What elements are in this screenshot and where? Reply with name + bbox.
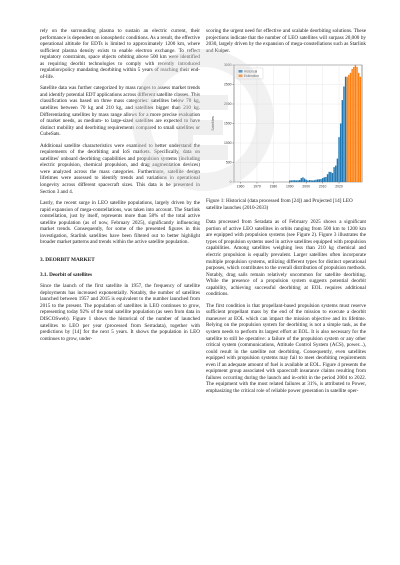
- legend-label: Estimation: [244, 74, 259, 79]
- bar-historical: [291, 181, 292, 183]
- bar-historical: [338, 137, 339, 182]
- bar-historical: [330, 172, 331, 182]
- legend-label: Historical: [244, 69, 258, 74]
- figure-caption: Figure 1: Historical (data processed from [24]) and Projected [14] LEO satellite launches (2010-2033): [206, 198, 353, 211]
- bar-historical: [335, 166, 336, 182]
- bar-historical: [307, 181, 308, 183]
- paragraph-satellite-history: Since the launch of the first satellite in 1957, the frequency of satellite deployments has increased exponentially. Notably, the number of satellites launched between 1957 and 2015 is equivalent to the number launched from 2015 to the present. The population of satellites in LEO continues to grow, representing today 92% of the total satellite population (as seen from data in DISCOSweb). Figure 1 shows the historical of the number of launched satellites to LEO per year (processed from Serradata), together with predictions by [14] for the next 5 years. It shows the population in LEO continues to grow, under-: [40, 283, 200, 342]
- y-tick-label: 0: [229, 180, 232, 185]
- paragraph-propulsion: Data processed from Seradata as of February 2025 shows a significant portion of active LEO satellites in orbits ranging from 500 km to 1200 km are equipped with propulsion systems (see Figure 2). Figure 3 illustrates the types of propulsion systems used in active satellites equipped with propulsion capabilities. Among satellites weighing less than 210 kg chemical and electric propulsion is equally prevalent. Larger satellites often incorporate multiple propulsion systems, utilizing different types for distinct operational purposes, which contributes to the overall distribution of propulsion methods. Notably, drag sails remain relatively uncommon for satellite deorbiting. While the presence of a propulsion system suggests potential deorbit capability, achieving successful deorbiting at EOL requires additional conditions.: [206, 219, 366, 298]
- bar-estimation: [358, 73, 359, 182]
- bar-historical: [340, 124, 341, 183]
- x-tick-label: 2010: [318, 184, 327, 189]
- bar-historical: [327, 174, 328, 182]
- bar-historical: [333, 167, 334, 182]
- figure-1: [206, 59, 366, 194]
- bar-estimation: [350, 73, 351, 182]
- bar-historical: [299, 180, 300, 182]
- x-tick-label: 2000: [302, 184, 310, 189]
- bar-historical: [324, 178, 325, 183]
- y-tick-label: 3000: [223, 63, 232, 68]
- bar-historical: [342, 100, 343, 182]
- y-tick-label: 2500: [223, 82, 232, 87]
- paragraph-characteristics: Additional satellite characteristics were examined to better understand the requirements of the deorbiting and IoS markets. Specifically, data on satellites' onboard deorbiting capabilities and propulsion systems (including electric propulsion, chemical propulsion, and drag augmentation devices) were analyzed across the mass categories. Furthermore, satellite design lifetimes were assessed to identify trends and variations in operational longevity across different spacecraft sizes. This data is be presented in Section 3 and 4.: [40, 142, 200, 195]
- bar-historical: [319, 179, 320, 182]
- bar-historical: [320, 179, 321, 182]
- x-tick-label: 1990: [286, 184, 294, 189]
- x-tick-label: 1970: [253, 184, 261, 189]
- bar-historical: [296, 181, 297, 183]
- bar-estimation: [347, 77, 348, 182]
- x-tick-label: 1960: [236, 184, 245, 189]
- paragraph-mass-categories: Satellite data was further categorized by mass ranges to assess market trends and identify potential EDT applications across different satellite classes. This classification was based on three mass categories: satellites below 70 kg, satellites between 70 kg and 210 kg, and satellites bigger than 210 kg. Differentiating satellites by mass range allows for a more precise evaluation of market needs, as medium- to large-sized satellites are expected to have distinct mobility and deorbiting requirements compared to small satellites or CubeSats.: [40, 85, 200, 138]
- bar-historical: [302, 178, 303, 183]
- bar-historical: [306, 180, 307, 182]
- bar-historical: [325, 177, 326, 182]
- left-column: [40, 28, 200, 347]
- bar-historical: [309, 180, 310, 182]
- bar-historical: [310, 180, 311, 182]
- bar-historical: [332, 173, 333, 182]
- paragraph-projections: scoring the urgent need for effective and scalable deorbiting solutions. These projections indicate that the number of LEO satellites will surpass 20,000 by 2030, largely driven by the expansion of mega-constellations such as Starlink and Kuiper.: [206, 28, 366, 54]
- bar-historical: [304, 179, 305, 183]
- bar-estimation: [353, 67, 354, 182]
- paragraph-starlink: Lastly, the recent surge in LEO satellite populations, largely driven by the rapid expansion of mega-constellations, was taken into account. The Starlink constellation, just by itself, represents more than 58% of the total active satellite population (as of now, February 2025), significantly influencing market trends. Consequently, for some of the presented figures in this investigation, Starlink satellites have been filtered out to better highlight broader market patterns and trends within the active satellite population.: [40, 200, 200, 246]
- legend-swatch: [239, 70, 243, 73]
- bar-historical: [322, 178, 323, 182]
- bar-historical: [314, 180, 315, 182]
- bar-estimation: [356, 67, 357, 182]
- y-tick-label: 1000: [223, 141, 232, 146]
- bar-historical: [297, 180, 298, 182]
- legend-swatch: [239, 75, 243, 78]
- x-tick-label: 2020: [335, 184, 343, 189]
- y-tick-label: 2000: [223, 102, 232, 107]
- leo-launch-chart: [206, 59, 366, 194]
- y-tick-label: 500: [225, 160, 232, 165]
- bar-estimation: [360, 77, 361, 182]
- bar-historical: [345, 77, 346, 182]
- y-tick-label: 1500: [223, 121, 232, 126]
- bar-historical: [292, 180, 293, 182]
- bar-historical: [317, 180, 318, 183]
- right-column: [206, 28, 366, 400]
- y-axis-label: Satellites: [211, 116, 215, 131]
- x-tick-label: 1980: [269, 184, 278, 189]
- bar-historical: [315, 180, 316, 182]
- bar-historical: [343, 87, 344, 183]
- bar-estimation: [351, 69, 352, 182]
- section-heading: 3. DEORBIT MARKET: [40, 256, 95, 263]
- bar-historical: [328, 172, 329, 182]
- bar-estimation: [348, 75, 349, 182]
- subsection-heading: 3.1. Deorbit of satellites: [40, 271, 93, 278]
- bar-estimation: [355, 65, 356, 182]
- bar-historical: [289, 181, 290, 183]
- bar-historical: [312, 181, 313, 183]
- bar-historical: [301, 178, 302, 182]
- bar-historical: [337, 159, 338, 182]
- paragraph-eol-deorbit: rely on the surrounding plasma to sustain an electric current, their performance is dependent on ionospheric conditions. As a result, the effective operational altitude for EDTs is limited to approximately 1200 km, where sufficient plasma density exists to enable electron exchange. To reflect regulatory constraints, space objects orbiting above 500 km were identified as requiring deorbit technologies to comply with recently introduced regulation/policy mandating deorbiting within 5 years of reaching their end-of-life.: [40, 28, 200, 80]
- bar-historical: [294, 180, 295, 182]
- paragraph-deorbit-conditions: The first condition is that propellant-based propulsion systems must reserve sufficient propellant mass by the end of the mission to execute a deorbit maneuver at EOL which can impact the mission objective and its lifetime. Relying on the propulsion system for deorbiting is not a simple task, as the system needs to perform its largest effort at EOL. It is also necessary for the satellite to still be operative: a failure of the propulsion system or any other critical system (communications, Attitude Control System (ACS), power...), could result in the satellite not deorbiting. Consequently, even satellites equipped with propulsion systems may fail to meet deorbiting requirements even if an adequate amount of fuel is available at EOL. Figure 4 presents the equipment group associated with spacecraft insurance claims resulting from failures occurring during the launch and in-orbit in the period 2004 to 2022. The equipment with the most related failures at 31%, is attributed to Power, emphasizing the critical role of reliable power generation in satellite oper-: [206, 302, 366, 394]
